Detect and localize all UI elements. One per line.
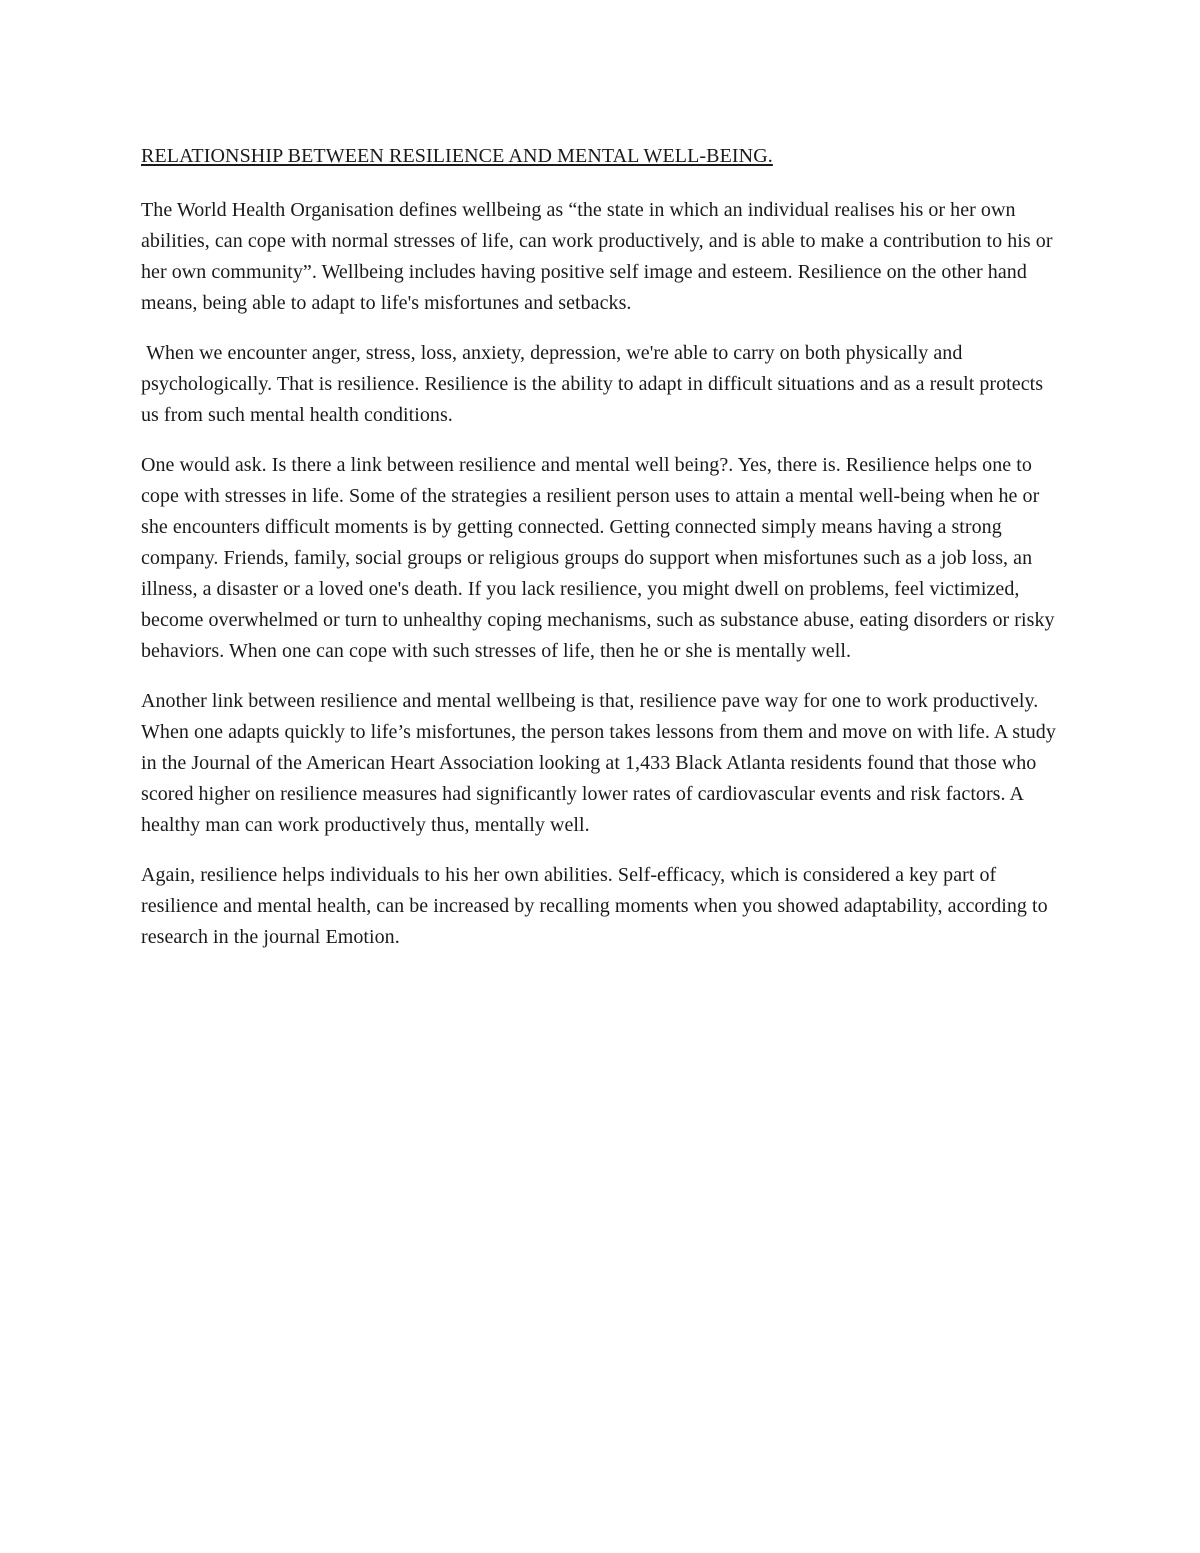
paragraph-who-definition: The World Health Organisation defines wellbeing as “the state in which an individual realises his or her own abilities, can cope with normal stresses of life, can work productively, and is able to make a contribution to his or her own community”. Wellbeing includes having positive self image and esteem. Resilience on the other hand means, being able to adapt to life's misfortunes and setbacks.	[141, 199, 1053, 314]
paragraph-getting-connected: One would ask. Is there a link between resilience and mental well being?. Yes, there is. Resilience helps one to cope with stresses in life. Some of the strategies a resilient person uses to attain a mental well-being when he or she encounters difficult moments is by getting connected. Getting connected simply means having a strong company. Friends, family, social groups or religious groups do support when misfortunes such as a job loss, an illness, a disaster or a loved one's death. If you lack resilience, you might dwell on problems, feel victimized, become overwhelmed or turn to unhealthy coping mechanisms, such as substance abuse, eating disorders or risky behaviors. When one can cope with such stresses of life, then he or she is mentally well.	[141, 454, 1055, 662]
paragraph-productivity: Another link between resilience and mental wellbeing is that, resilience pave way for one to work productively. When one adapts quickly to life’s misfortunes, the person takes lessons from them and move on with life. A study in the Journal of the American Heart Association looking at 1,433 Black Atlanta residents found that those who scored higher on resilience measures had significantly lower rates of cardiovascular events and risk factors. A healthy man can work productively thus, mentally well.	[141, 690, 1056, 836]
paragraph-self-efficacy: Again, resilience helps individuals to his her own abilities. Self-efficacy, which is considered a key part of resilience and mental health, can be increased by recalling moments when you showed adaptability, according to research in the journal Emotion.	[141, 864, 1048, 948]
paragraph-resilience-definition: When we encounter anger, stress, loss, anxiety, depression, we're able to carry on both physically and psychologically. That is resilience. Resilience is the ability to adapt in difficult situations and as a result protects us from such mental health conditions.	[141, 342, 1049, 426]
document-title: RELATIONSHIP BETWEEN RESILIENCE AND MENTAL WELL-BEING.	[141, 145, 773, 167]
document-body	[141, 142, 1066, 972]
